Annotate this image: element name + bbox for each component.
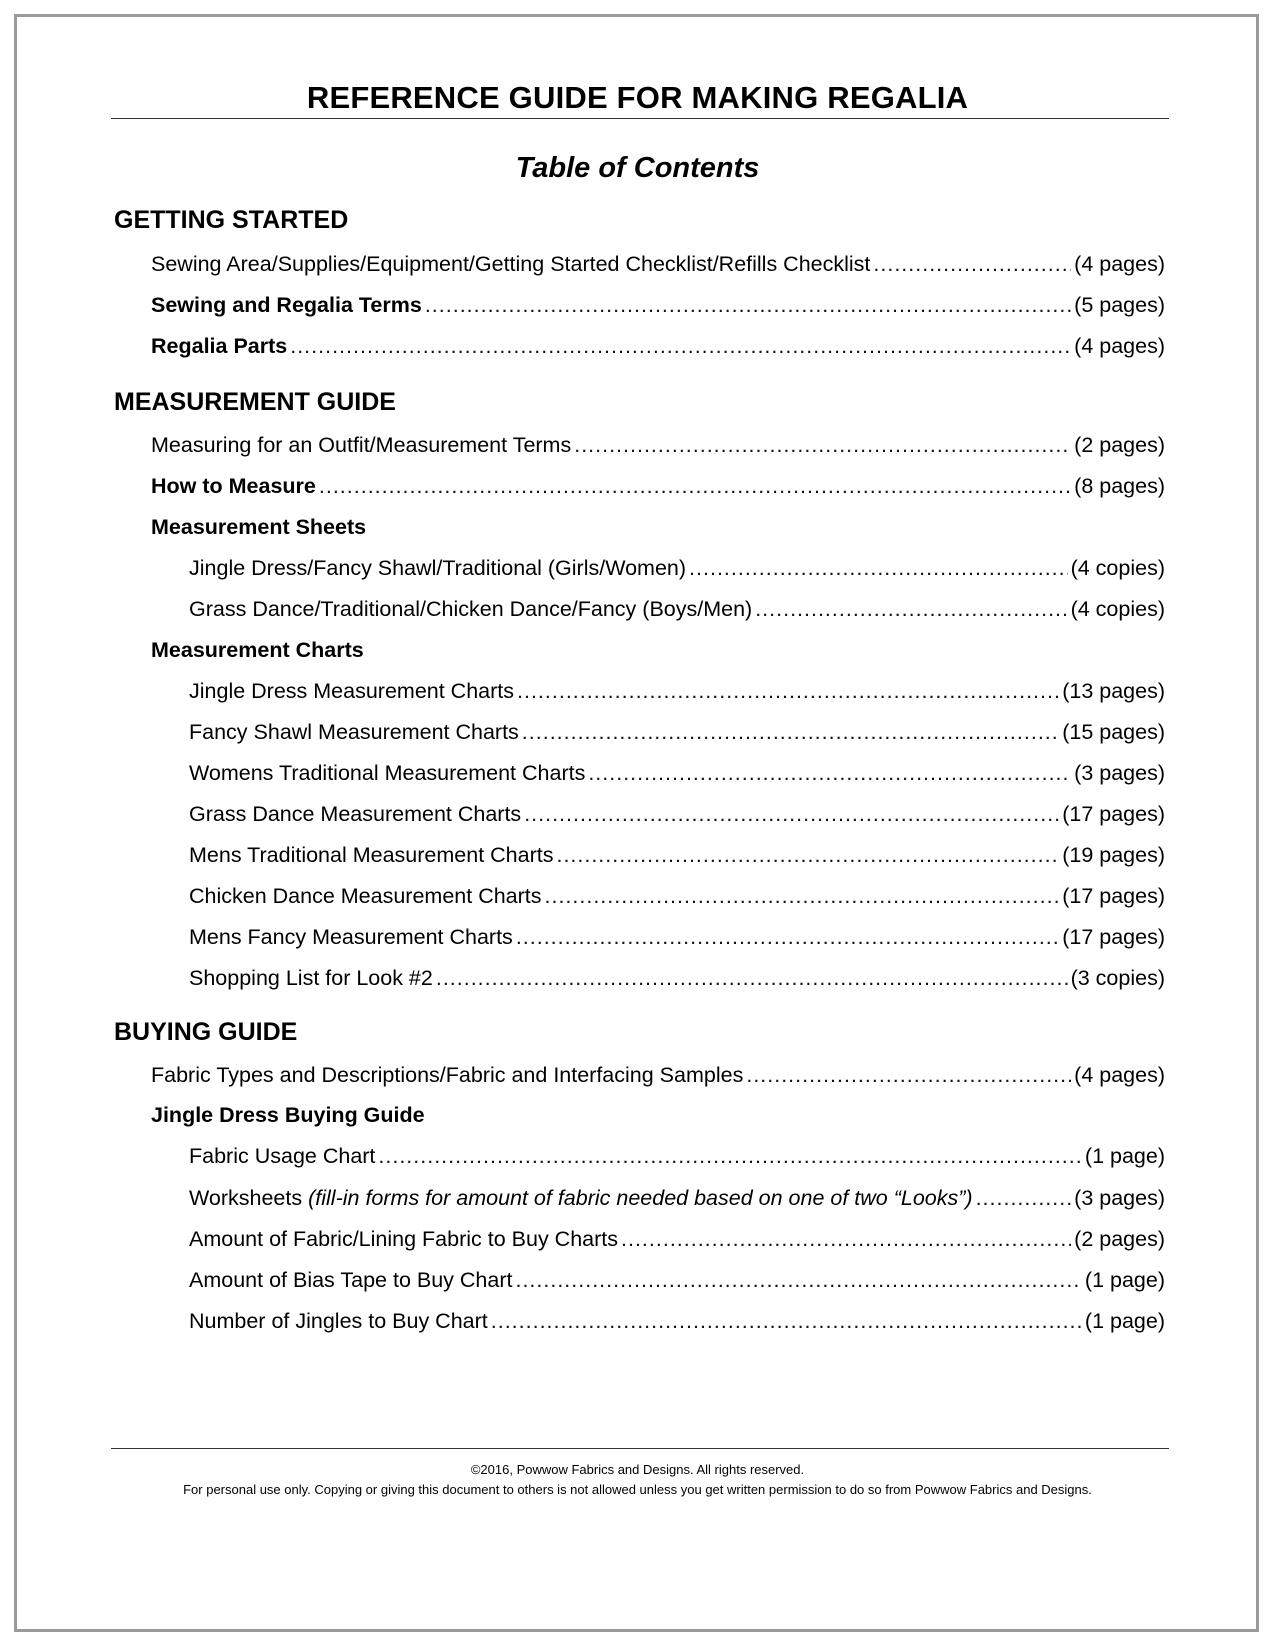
toc-entry-label: Chicken Dance Measurement Charts xyxy=(189,884,542,908)
toc-entry-pages: (13 pages) xyxy=(1062,679,1165,703)
toc-entry[interactable] xyxy=(151,252,1165,286)
toc-entry-label: Shopping List for Look #2 xyxy=(189,966,433,990)
toc-entry-label: Number of Jingles to Buy Chart xyxy=(189,1309,488,1333)
toc-entry[interactable] xyxy=(189,1309,1165,1343)
dot-leader xyxy=(755,597,1067,622)
section-heading-buying-guide: BUYING GUIDE xyxy=(114,1018,298,1046)
toc-entry-pages: (17 pages) xyxy=(1062,884,1165,908)
dot-leader xyxy=(746,1063,1071,1088)
toc-entry[interactable] xyxy=(189,802,1165,836)
toc-entry-label: Jingle Dress Measurement Charts xyxy=(189,679,515,703)
toc-entry[interactable] xyxy=(189,925,1165,959)
toc-entry[interactable] xyxy=(189,1227,1165,1261)
toc-entry-pages: (5 pages) xyxy=(1074,293,1165,317)
dot-leader xyxy=(873,252,1071,277)
toc-entry[interactable] xyxy=(189,597,1165,631)
toc-entry-label: Amount of Fabric/Lining Fabric to Buy Charts xyxy=(189,1227,618,1251)
dot-leader xyxy=(517,679,1059,704)
toc-entry-label: Fabric Usage Chart xyxy=(189,1144,376,1168)
toc-entry[interactable] xyxy=(189,720,1165,754)
subheading-measurement-sheets: Measurement Sheets xyxy=(151,515,367,539)
dot-leader xyxy=(524,802,1059,827)
toc-entry-pages: (1 page) xyxy=(1084,1309,1165,1333)
toc-entry-label: Womens Traditional Measurement Charts xyxy=(189,761,586,785)
toc-entry-label: Mens Traditional Measurement Charts xyxy=(189,843,554,867)
dot-leader xyxy=(545,884,1060,909)
subheading-jingle-dress-buying-guide: Jingle Dress Buying Guide xyxy=(151,1103,425,1127)
toc-entry-label: Fabric Types and Descriptions/Fabric and Interfacing Samples xyxy=(151,1063,744,1087)
dot-leader xyxy=(588,761,1071,786)
toc-entry-pages: (1 page) xyxy=(1084,1144,1165,1168)
dot-leader xyxy=(515,1268,1081,1293)
toc-entry-pages: (4 pages) xyxy=(1074,334,1165,358)
toc-entry-label: Sewing and Regalia Terms xyxy=(151,293,422,317)
dot-leader xyxy=(976,1186,1072,1211)
toc-entry-pages: (4 pages) xyxy=(1074,1063,1165,1087)
toc-entry[interactable] xyxy=(189,1144,1165,1178)
dot-leader xyxy=(378,1144,1082,1169)
toc-entry[interactable] xyxy=(151,334,1165,368)
toc-entry-pages: (1 page) xyxy=(1084,1268,1165,1292)
toc-entry[interactable] xyxy=(189,1268,1165,1302)
toc-entry-pages: (19 pages) xyxy=(1062,843,1165,867)
toc-entry[interactable] xyxy=(151,293,1165,327)
toc-entry-label: Fancy Shawl Measurement Charts xyxy=(189,720,519,744)
dot-leader xyxy=(516,925,1059,950)
toc-entry-label: Mens Fancy Measurement Charts xyxy=(189,925,513,949)
toc-entry[interactable] xyxy=(151,433,1165,467)
toc-entry[interactable] xyxy=(189,761,1165,795)
dot-leader xyxy=(689,556,1068,581)
toc-entry-pages: (15 pages) xyxy=(1062,720,1165,744)
dot-leader xyxy=(522,720,1059,745)
dot-leader xyxy=(319,474,1071,499)
toc-entry[interactable] xyxy=(151,1063,1165,1097)
toc-entry-pages: (4 copies) xyxy=(1070,597,1165,621)
toc-entry-label: Grass Dance Measurement Charts xyxy=(189,802,522,826)
footer-divider xyxy=(111,1448,1169,1449)
toc-entry-note: (fill-in forms for amount of fabric needed based on one of two “Looks”) xyxy=(308,1186,973,1210)
dot-leader xyxy=(491,1309,1082,1334)
dot-leader xyxy=(425,293,1071,318)
toc-entry[interactable] xyxy=(189,843,1165,877)
dot-leader xyxy=(436,966,1068,991)
toc-entry[interactable] xyxy=(189,679,1165,713)
toc-entry-label: Grass Dance/Traditional/Chicken Dance/Fancy (Boys/Men) xyxy=(189,597,753,621)
footer-notice: For personal use only. Copying or giving this document to others is not allowed unless you get written permission to do so from Powwow Fabrics and Designs. xyxy=(183,1482,1092,1497)
toc-entry-label: Jingle Dress/Fancy Shawl/Traditional (Girls/Women) xyxy=(189,556,687,580)
toc-entry[interactable] xyxy=(151,474,1165,508)
toc-entry-pages: (17 pages) xyxy=(1062,802,1165,826)
toc-entry-pages: (3 copies) xyxy=(1070,966,1165,990)
toc-entry-pages: (3 pages) xyxy=(1074,761,1165,785)
toc-entry[interactable] xyxy=(189,884,1165,918)
toc-entry-pages: (2 pages) xyxy=(1074,433,1165,457)
toc-title: Table of Contents xyxy=(515,152,760,184)
toc-entry[interactable] xyxy=(189,1186,1165,1220)
toc-entry-label: Regalia Parts xyxy=(151,334,288,358)
toc-entry-pages: (3 pages) xyxy=(1074,1186,1165,1210)
dot-leader xyxy=(621,1227,1071,1252)
toc-entry-pages: (2 pages) xyxy=(1074,1227,1165,1251)
toc-entry-pages: (8 pages) xyxy=(1074,474,1165,498)
footer-copyright: ©2016, Powwow Fabrics and Designs. All rights reserved. xyxy=(470,1462,805,1477)
toc-entry-pages: (4 copies) xyxy=(1070,556,1165,580)
toc-entry[interactable] xyxy=(189,966,1165,1000)
toc-entry-pages: (4 pages) xyxy=(1074,252,1165,276)
subheading-measurement-charts: Measurement Charts xyxy=(151,638,364,662)
toc-entry[interactable] xyxy=(189,556,1165,590)
toc-entry-label: How to Measure xyxy=(151,474,316,498)
toc-entry-pages: (17 pages) xyxy=(1062,925,1165,949)
toc-entry-label: Measuring for an Outfit/Measurement Terms xyxy=(151,433,572,457)
section-heading-measurement-guide: MEASUREMENT GUIDE xyxy=(114,388,396,416)
dot-leader xyxy=(556,843,1059,868)
document-title: REFERENCE GUIDE FOR MAKING REGALIA xyxy=(306,80,969,115)
toc-entry-label: Amount of Bias Tape to Buy Chart xyxy=(189,1268,513,1292)
toc-entry-label: Worksheets xyxy=(189,1186,303,1210)
toc-entry-label: Sewing Area/Supplies/Equipment/Getting Started Checklist/Refills Checklist xyxy=(151,252,871,276)
dot-leader xyxy=(290,334,1071,359)
section-heading-getting-started: GETTING STARTED xyxy=(114,206,349,234)
title-divider xyxy=(111,118,1169,119)
dot-leader xyxy=(574,433,1071,458)
